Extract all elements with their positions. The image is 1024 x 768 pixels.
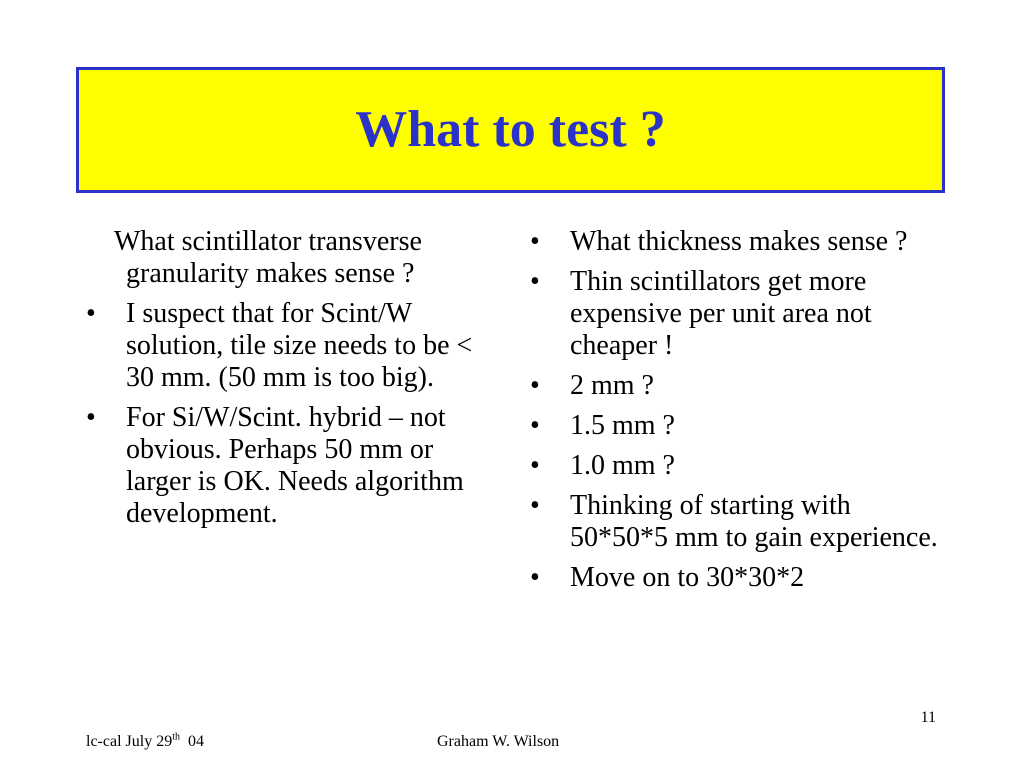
footer-date-suffix: 04 [179, 733, 204, 750]
bullet-icon: • [530, 370, 540, 401]
bullet-icon: • [86, 298, 96, 329]
list-item [530, 226, 950, 258]
right-bullet-list [530, 226, 950, 594]
list-item-text: 2 mm ? [570, 370, 654, 401]
slide-title: What to test ? [355, 100, 666, 158]
list-item-text: For Si/W/Scint. hybrid – not obvious. Perhaps 50 mm or larger is OK. Needs algorithm development. [126, 402, 464, 529]
footer-date [86, 733, 204, 751]
bullet-icon: • [530, 450, 540, 481]
list-item [86, 298, 500, 394]
title-box [76, 67, 945, 193]
list-item-text: What thickness makes sense ? [570, 226, 908, 257]
page-number: 11 [920, 709, 936, 726]
left-bullet-list [86, 298, 500, 530]
list-item-text: Thinking of starting with 50*50*5 mm to gain experience. [570, 490, 938, 553]
bullet-icon: • [530, 490, 540, 521]
list-item-text: 1.0 mm ? [570, 450, 675, 481]
bullet-icon: • [86, 402, 96, 433]
footer-date-superscript: th [172, 731, 180, 743]
bullet-icon: • [530, 266, 540, 297]
list-item [530, 450, 950, 482]
right-column [530, 226, 950, 602]
list-item-text: Thin scintillators get more expensive per unit area not cheaper ! [570, 266, 872, 361]
footer-author: Graham W. Wilson [437, 733, 560, 750]
bullet-icon: • [530, 562, 540, 593]
bullet-icon: • [530, 226, 540, 257]
list-item [530, 410, 950, 442]
list-item-text: I suspect that for Scint/W solution, tile size needs to be < 30 mm. (50 mm is too big). [126, 298, 473, 393]
left-column [86, 226, 500, 538]
list-item-text: 1.5 mm ? [570, 410, 675, 441]
list-item [530, 562, 950, 594]
list-item [530, 266, 950, 362]
list-item [530, 490, 950, 554]
list-item [530, 370, 950, 402]
footer-date-prefix: lc-cal July 29 [86, 733, 173, 750]
list-item-text: Move on to 30*30*2 [570, 562, 805, 593]
bullet-icon: • [530, 410, 540, 441]
left-intro-text: What scintillator transverse granularity makes sense ? [114, 226, 422, 289]
list-item [86, 402, 500, 530]
